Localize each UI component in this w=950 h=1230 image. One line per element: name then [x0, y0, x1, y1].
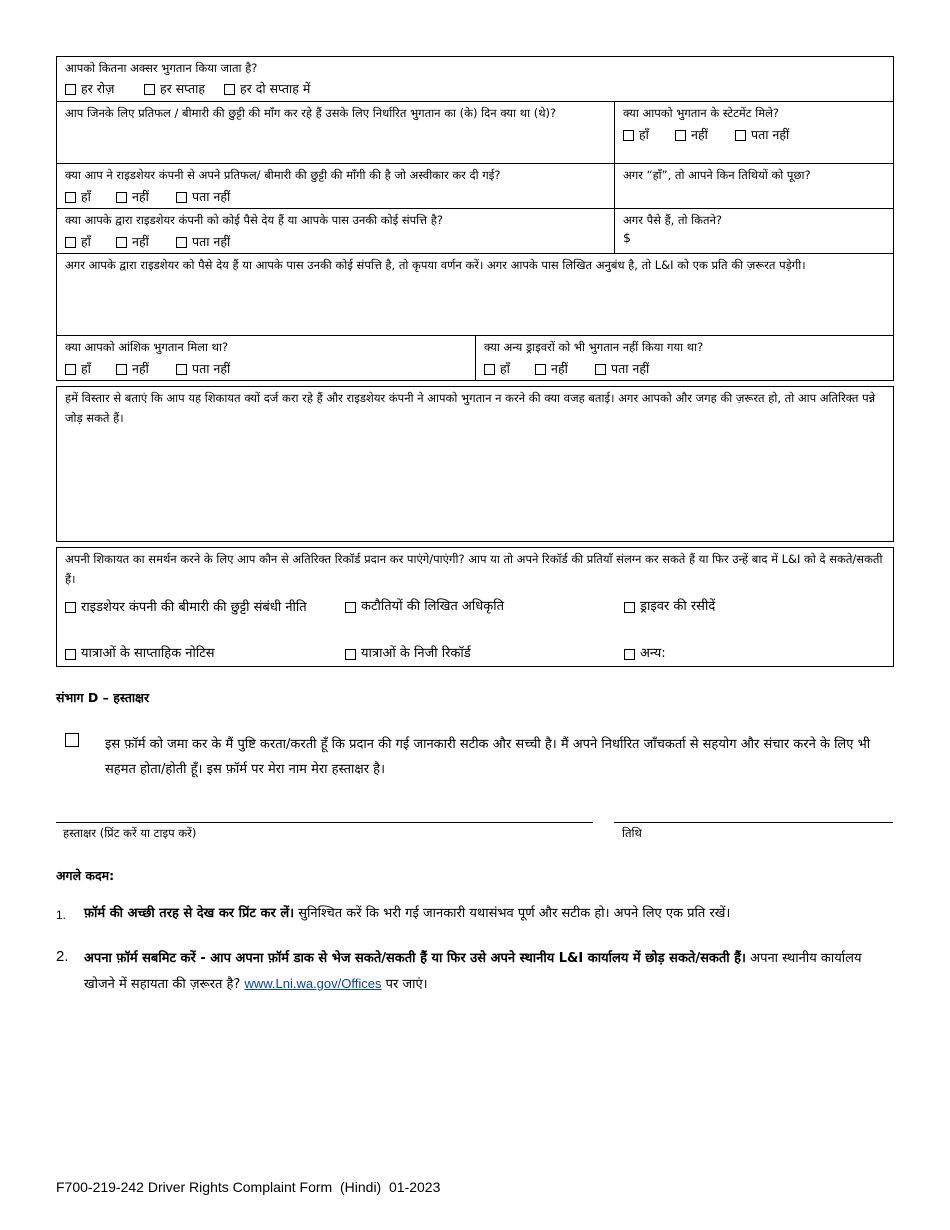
explain-text: हमें विस्तार से बताएं कि आप यह शिकायत क्यों दर्ज करा रहे हैं और राइडशेयर कंपनी ने आपको भुगतान न करने की क्या वजह बताई। अगर आपको और जगह की ज़रूरत हो, तो आप अतिरिक्त पन्ने जोड़ सकते हैं।	[65, 391, 876, 425]
checkbox[interactable]	[116, 237, 127, 248]
option-label: हर सप्ताह	[160, 81, 206, 96]
checkbox[interactable]	[144, 84, 155, 95]
signature-line	[56, 822, 593, 823]
divider	[56, 208, 894, 209]
checkbox[interactable]	[345, 649, 356, 660]
option-label: हाँ	[81, 234, 91, 249]
option-label: अन्य:	[640, 646, 666, 661]
checkbox[interactable]	[224, 84, 235, 95]
option-label: पता नहीं	[751, 127, 790, 142]
checkbox[interactable]	[65, 364, 76, 375]
checkbox[interactable]	[65, 602, 76, 613]
record-sick-leave-policy[interactable]	[65, 596, 325, 619]
section-d-title: संभाग D – हस्ताक्षर	[56, 690, 150, 705]
payment-frequency-question: आपको कितना अक्सर भुगतान किया जाता है?	[65, 61, 258, 75]
checkbox[interactable]	[176, 192, 187, 203]
describe-text: अगर आपके द्वारा राइडशेयर को पैसे देय हैं या आपके पास उनकी कोई संपत्ति है, तो कृपया वर्णन करें। अगर आपके पास लिखित अनुबंध है, तो L&I को एक प्रति की ज़रूरत पड़ेगी।	[65, 258, 806, 272]
option-label: पता नहीं	[192, 189, 231, 204]
checkbox[interactable]	[624, 602, 635, 613]
date-label: तिथि	[622, 826, 642, 840]
option-label: पता नहीं	[192, 361, 231, 376]
step-2-number: 2.	[56, 948, 69, 965]
partial-question: क्या आपको आंशिक भुगतान मिला था?	[65, 340, 229, 354]
owe-money-question: क्या आपके द्वारा राइडशेयर कंपनी को कोई पैसे देय हैं या आपके पास उनकी कोई संपत्ति है?	[65, 213, 443, 227]
checkbox[interactable]	[65, 192, 76, 203]
record-driver-receipts[interactable]	[624, 597, 715, 617]
asked-dates-question: अगर “हाँ”, तो आपने किन तिथियों को पूछा?	[623, 168, 811, 182]
divider	[56, 163, 894, 164]
option-label: नहीं	[551, 361, 568, 376]
step-1-text: सुनिश्चित करें कि भरी गई जानकारी यथासंभव पूर्ण और सटीक हो। अपने लिए एक प्रति रखें।	[294, 906, 731, 921]
option-label: पता नहीं	[611, 361, 650, 376]
currency-symbol: $	[623, 230, 631, 245]
form-footer: F700-219-242 Driver Rights Complaint Form (Hindi) 01-2023	[56, 1179, 441, 1195]
option-label: हर रोज़	[81, 81, 115, 96]
option-label: यात्राओं के निजी रिकॉर्ड	[361, 646, 471, 661]
option-label: ड्राइवर की रसीदें	[640, 599, 716, 614]
option-label: नहीं	[691, 127, 708, 142]
next-steps-title: अगले कदम:	[56, 868, 115, 883]
option-label: पता नहीं	[192, 234, 231, 249]
statements-yes[interactable]	[623, 127, 649, 143]
checkbox[interactable]	[65, 237, 76, 248]
how-much-question: अगर पैसे हैं, तो कितने?	[623, 213, 723, 227]
divider	[475, 335, 476, 381]
other-drivers-no[interactable]	[535, 361, 568, 377]
date-field[interactable]	[614, 800, 893, 822]
other-drivers-yes[interactable]	[484, 361, 510, 377]
asked-refused-question: क्या आप ने राइडशेयर कंपनी से अपने प्रतिफल/ बीमारी की छुट्टी की माँगी की है जो अस्वीकार कर दी गई?	[65, 168, 501, 182]
option-weekly[interactable]	[144, 81, 205, 97]
owe-money-no[interactable]	[116, 234, 149, 250]
statements-question: क्या आपको भुगतान के स्टेटमेंट मिले?	[623, 106, 779, 120]
signature-field[interactable]	[56, 800, 593, 822]
checkbox[interactable]	[176, 364, 187, 375]
statements-unknown[interactable]	[735, 127, 789, 143]
step-2-bold: अपना फ़ॉर्म सबमिट करें - आप अपना फ़ॉर्म डाक से भेज सकते/सकती हैं या फिर उसे अपने स्थानीय L&I कार्यालय में छोड़ सकते/सकती हैं।	[84, 951, 746, 966]
option-label: हर दो सप्ताह में	[240, 81, 311, 96]
step-2	[84, 946, 874, 997]
owe-money-yes[interactable]	[65, 234, 91, 250]
describe-field[interactable]	[60, 295, 890, 331]
partial-yes[interactable]	[65, 361, 91, 377]
checkbox[interactable]	[345, 602, 356, 613]
record-weekly-trip-notices[interactable]	[65, 644, 215, 664]
statements-no[interactable]	[675, 127, 708, 143]
option-label: राइडशेयर कंपनी की बीमारी की छुट्टी संबंधी नीति	[81, 600, 307, 615]
checkbox[interactable]	[623, 130, 634, 141]
option-label: हाँ	[81, 189, 91, 204]
checkbox[interactable]	[675, 130, 686, 141]
step-1-bold: फ़ॉर्म की अच्छी तरह से देख कर प्रिंट कर लें।	[84, 906, 295, 921]
owe-money-unknown[interactable]	[176, 234, 230, 250]
option-label: हाँ	[81, 361, 91, 376]
partial-unknown[interactable]	[176, 361, 230, 377]
confirm-checkbox[interactable]	[65, 733, 79, 747]
records-text: अपनी शिकायत का समर्थन करने के लिए आप कौन से अतिरिक्त रिकॉर्ड प्रदान कर पाएंगे/पाएंगी? आप या तो अपने रिकॉर्ड की प्रतियाँ संलग्न कर सकते हैं या फिर उन्हें बाद में L&I को दे सकते/सकती हैं।	[65, 552, 883, 586]
option-label: कटौतियों की लिखित अधिकृति	[361, 599, 504, 614]
other-drivers-question: क्या अन्य ड्राइवरों को भी भुगतान नहीं किया गया था?	[484, 340, 704, 354]
divider	[614, 101, 615, 253]
checkbox[interactable]	[116, 364, 127, 375]
confirm-statement: इस फ़ॉर्म को जमा कर के मैं पुष्टि करता/करती हूँ कि प्रदान की गई जानकारी सटीक और सच्ची है। मैं अपने निर्धारित जाँचकर्ता से सहयोग और संचार करने के लिए भी सहमत होता/होती हूँ। इस फ़ॉर्म पर मेरा नाम मेरा हस्ताक्षर है।	[105, 737, 871, 777]
option-biweekly[interactable]	[224, 81, 310, 97]
checkbox[interactable]	[65, 649, 76, 660]
record-personal-trip-records[interactable]	[345, 644, 471, 664]
asked-refused-no[interactable]	[116, 189, 149, 205]
record-deduction-authorization[interactable]	[345, 597, 504, 617]
date-line	[614, 822, 893, 823]
checkbox[interactable]	[595, 364, 606, 375]
explain-field[interactable]	[60, 430, 890, 538]
option-label: हाँ	[500, 361, 510, 376]
option-label: यात्राओं के साप्ताहिक नोटिस	[81, 646, 215, 661]
checkbox[interactable]	[176, 237, 187, 248]
checkbox[interactable]	[65, 84, 76, 95]
partial-no[interactable]	[116, 361, 149, 377]
option-label: नहीं	[132, 234, 149, 249]
option-daily[interactable]	[65, 81, 114, 97]
option-label: नहीं	[132, 361, 149, 376]
checkbox[interactable]	[624, 649, 635, 660]
option-label: नहीं	[132, 189, 149, 204]
step-1-number: 1.	[56, 908, 67, 922]
offices-link[interactable]: www.Lni.wa.gov/Offices	[244, 976, 382, 991]
checkbox[interactable]	[535, 364, 546, 375]
asked-refused-unknown[interactable]	[176, 189, 230, 205]
step-2-after: पर जाएं।	[381, 977, 428, 992]
checkbox[interactable]	[116, 192, 127, 203]
step-2-text: अपना स्थानीय कार्यालय खोजने में सहायता की ज़रूरत है?	[84, 951, 862, 992]
asked-refused-yes[interactable]	[65, 189, 91, 205]
signature-label: हस्ताक्षर (प्रिंट करें या टाइप करें)	[63, 826, 197, 840]
divider	[56, 101, 894, 102]
divider	[56, 253, 894, 254]
checkbox[interactable]	[484, 364, 495, 375]
step-1	[84, 903, 884, 925]
checkbox[interactable]	[735, 130, 746, 141]
record-other[interactable]	[624, 644, 666, 664]
pay-day-question: आप जिनके लिए प्रतिफल / बीमारी की छुट्टी की माँग कर रहे हैं उसके लिए निर्धारित भुगतान का (के) दिन क्या था (थे)?	[65, 106, 557, 120]
other-drivers-unknown[interactable]	[595, 361, 649, 377]
option-label: हाँ	[639, 127, 649, 142]
